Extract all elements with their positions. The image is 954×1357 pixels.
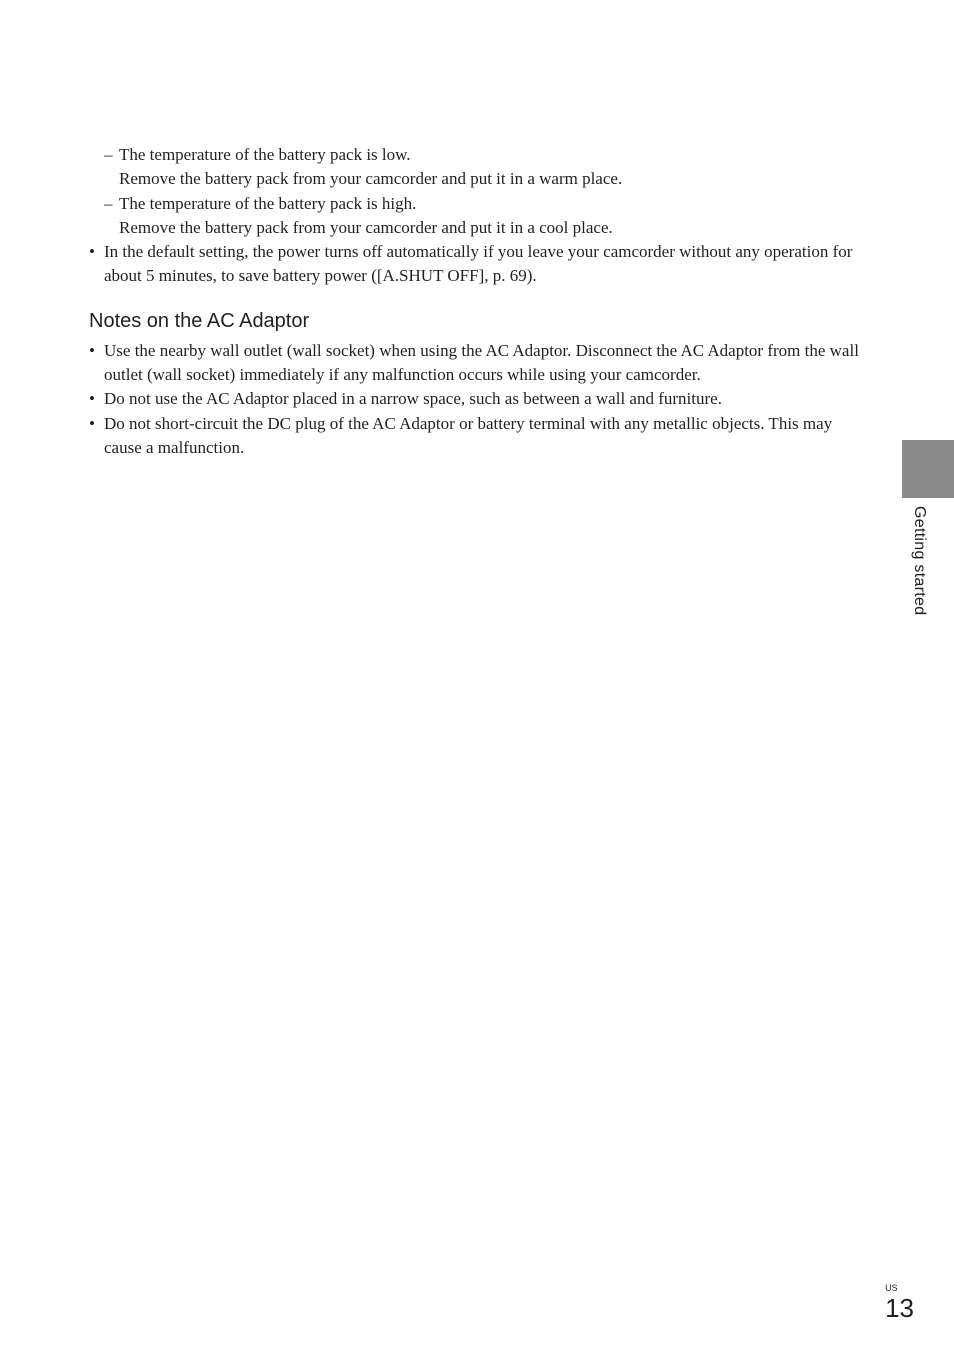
list-item: • Use the nearby wall outlet (wall socket) when using the AC Adaptor. Disconnect the AC Adaptor from the wall outlet (wall socket) immediately if any malfunction occurs while using your camcorder. [89,339,869,388]
section-heading: Notes on the AC Adaptor [89,309,310,332]
condition-text: – The temperature of the battery pack is low. [119,145,411,164]
chapter-tab-label: Getting started [911,506,928,616]
list-item: • Do not short-circuit the DC plug of the AC Adaptor or battery terminal with any metallic objects. This may cause a malfunction. [89,412,869,461]
condition-remedy: Remove the battery pack from your camcorder and put it in a cool place. [119,217,613,237]
list-item [104,192,869,241]
page-footer [885,1282,914,1322]
list-item: • Do not use the AC Adaptor placed in a narrow space, such as between a wall and furniture. [89,387,869,411]
page-number: 13 [885,1293,914,1323]
ac-adaptor-notes-list [89,339,869,460]
page-content [89,143,869,460]
condition-remedy: Remove the battery pack from your camcorder and put it in a warm place. [119,169,623,189]
region-code: US [885,1283,898,1293]
list-item [104,143,869,192]
chapter-tab-marker [902,440,954,498]
battery-notes-list [89,240,869,289]
battery-conditions-list [89,143,869,240]
condition-text: – The temperature of the battery pack is high. [119,193,417,213]
list-item: • In the default setting, the power turns off automatically if you leave your camcorder without any operation for about 5 minutes, to save battery power ([A.SHUT OFF], p. 69). [89,240,869,289]
